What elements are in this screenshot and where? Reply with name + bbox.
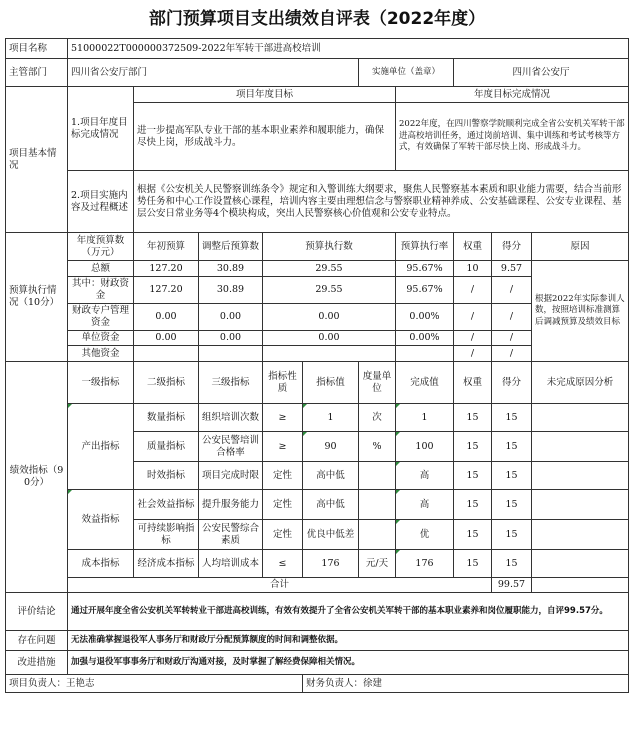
budget-adjusted: 0.00	[199, 331, 263, 346]
budget-execution-label: 预算执行情况（10分）	[6, 233, 68, 362]
indicator-unit: %	[359, 432, 396, 462]
measure-label: 改进措施	[6, 651, 68, 675]
budget-row-name: 其他资金	[68, 346, 134, 362]
budget-initial: 127.20	[134, 261, 199, 277]
annual-goal-header: 项目年度目标	[134, 87, 396, 103]
indicator-done: 176	[396, 550, 454, 578]
measure-row	[6, 651, 629, 675]
budget-row	[6, 261, 629, 277]
budget-rate: 0.00%	[396, 331, 454, 346]
indicator-weight: 15	[454, 432, 492, 462]
perf-header-score: 得分	[492, 362, 532, 404]
budget-weight: /	[454, 277, 492, 304]
indicator-unit: 次	[359, 404, 396, 432]
budget-reason: 根据2022年实际参训人数，按照培训标准测算后调减预算及绩效目标	[532, 261, 629, 362]
implementing-unit-label: 实施单位（盖章）	[359, 59, 454, 87]
indicator-reason	[532, 550, 629, 578]
indicator-level2: 可持续影响指标	[134, 520, 199, 550]
indicator-level3: 项目完成时限	[199, 462, 263, 490]
indicator-done: 优	[396, 520, 454, 550]
indicator-unit	[359, 520, 396, 550]
indicator-nature: ≤	[263, 550, 303, 578]
goal-done-text: 2022年度，在四川警察学院顺利完成全省公安机关军转干部进高校培训任务，通过岗前培训、集中训练和考试考核等方式，有效确保了军转干部尽快上岗、形成战斗力。	[396, 103, 629, 171]
indicator-done: 100	[396, 432, 454, 462]
project-name-value: 51000022T000000372509-2022年军转干部进高校培训	[68, 39, 629, 59]
budget-score: /	[492, 346, 532, 362]
measure-text: 加强与退役军事事务厅和财政厅沟通对接，及时掌握了解经费保障相关情况。	[68, 651, 629, 675]
indicator-level2: 时效指标	[134, 462, 199, 490]
indicator-level3: 提升服务能力	[199, 490, 263, 520]
indicator-weight: 15	[454, 490, 492, 520]
total-row	[6, 578, 629, 593]
budget-initial	[134, 346, 199, 362]
perf-header-nature: 指标性质	[263, 362, 303, 404]
indicator-value: 1	[303, 404, 359, 432]
budget-executed: 29.55	[263, 277, 396, 304]
perf-header-done: 完成值	[396, 362, 454, 404]
budget-row-name: 总额	[68, 261, 134, 277]
project-name-row	[6, 39, 629, 59]
budget-adjusted: 0.00	[199, 304, 263, 331]
indicator-value: 优良中低差	[303, 520, 359, 550]
indicator-nature: ≥	[263, 432, 303, 462]
department-row	[6, 59, 629, 87]
perf-row	[6, 404, 629, 432]
annual-goal-text: 进一步提高军队专业干部的基本职业素养和履职能力，确保尽快上岗，形成战斗力。	[134, 103, 396, 171]
indicator-unit	[359, 462, 396, 490]
project-name-label: 项目名称	[6, 39, 68, 59]
indicator-level3: 公安民警培训合格率	[199, 432, 263, 462]
budget-score: /	[492, 304, 532, 331]
indicator-reason	[532, 520, 629, 550]
implementation-text: 根据《公安机关人民警察训练条令》规定和入警训练大纲要求，聚焦人民警察基本素质和职业能力需要，结合当前形势任务和中心工作设置核心课程，培训内容主要由理想信念与警察职业精神养成、公安基础课程、公安专业课程、基层公安日常业务等4个模块构成，突出人民警察核心价值观和公安专业特点。	[134, 171, 629, 233]
conclusion-row	[6, 593, 629, 631]
budget-rate: 95.67%	[396, 277, 454, 304]
perf-row	[6, 550, 629, 578]
indicator-reason	[532, 490, 629, 520]
indicator-unit	[359, 490, 396, 520]
implementation-label: 2.项目实施内容及过程概述	[68, 171, 134, 233]
indicator-done: 1	[396, 404, 454, 432]
problem-row	[6, 631, 629, 651]
budget-initial: 0.00	[134, 331, 199, 346]
budget-score: 9.57	[492, 261, 532, 277]
budget-score: /	[492, 331, 532, 346]
budget-header-score: 得分	[492, 233, 532, 261]
budget-header-annual: 年度预算数（万元）	[68, 233, 134, 261]
budget-rate	[396, 346, 454, 362]
budget-initial: 0.00	[134, 304, 199, 331]
indicator-level3: 人均培训成本	[199, 550, 263, 578]
perf-header-level2: 二级指标	[134, 362, 199, 404]
indicator-level3: 组织培训次数	[199, 404, 263, 432]
perf-header-reason: 未完成原因分析	[532, 362, 629, 404]
signature-row	[6, 675, 629, 693]
indicator-reason	[532, 462, 629, 490]
basic-situation-label: 项目基本情况	[6, 87, 68, 233]
indicator-level2: 经济成本指标	[134, 550, 199, 578]
budget-weight: /	[454, 304, 492, 331]
budget-header-rate: 预算执行率	[396, 233, 454, 261]
budget-executed	[263, 346, 396, 362]
indicator-score: 15	[492, 462, 532, 490]
project-leader: 项目负责人：王艳志	[6, 675, 303, 693]
indicator-nature: 定性	[263, 490, 303, 520]
implementing-unit-value: 四川省公安厅	[454, 59, 629, 87]
indicator-reason	[532, 404, 629, 432]
total-label: 合计	[68, 578, 492, 593]
indicator-done: 高	[396, 490, 454, 520]
goal-header-row	[6, 87, 629, 103]
conclusion-label: 评价结论	[6, 593, 68, 631]
budget-adjusted: 30.89	[199, 261, 263, 277]
budget-weight: /	[454, 346, 492, 362]
indicator-score: 15	[492, 550, 532, 578]
budget-header-weight: 权重	[454, 233, 492, 261]
indicator-score: 15	[492, 520, 532, 550]
indicator-score: 15	[492, 490, 532, 520]
indicator-nature: ≥	[263, 404, 303, 432]
perf-row	[6, 490, 629, 520]
budget-executed: 0.00	[263, 304, 396, 331]
budget-row-name: 其中：财政资金	[68, 277, 134, 304]
budget-header-initial: 年初预算	[134, 233, 199, 261]
goal-done-header: 年度目标完成情况	[396, 87, 629, 103]
indicator-reason	[532, 432, 629, 462]
budget-header-row	[6, 233, 629, 261]
indicator-weight: 15	[454, 404, 492, 432]
budget-rate: 95.67%	[396, 261, 454, 277]
indicator-score: 15	[492, 404, 532, 432]
budget-header-reason: 原因	[532, 233, 629, 261]
perf-header-weight: 权重	[454, 362, 492, 404]
department-label: 主管部门	[6, 59, 68, 87]
total-score: 99.57	[492, 578, 532, 593]
indicator-score: 15	[492, 432, 532, 462]
budget-rate: 0.00%	[396, 304, 454, 331]
indicator-done: 高	[396, 462, 454, 490]
evaluation-table	[5, 38, 629, 693]
perf-header-value: 指标值	[303, 362, 359, 404]
budget-row-name: 单位资金	[68, 331, 134, 346]
problem-text: 无法准确掌握退役军人事务厅和财政厅分配预算额度的时间和调整依据。	[68, 631, 629, 651]
output-indicator-label: 产出指标	[68, 404, 134, 490]
page-title: 部门预算项目支出绩效自评表（2022年度）	[148, 9, 486, 29]
perf-header-row	[6, 362, 629, 404]
indicator-level2: 质量指标	[134, 432, 199, 462]
indicator-value: 176	[303, 550, 359, 578]
budget-score: /	[492, 277, 532, 304]
budget-executed: 0.00	[263, 331, 396, 346]
finance-leader: 财务负责人：徐建	[303, 675, 629, 693]
perf-header-unit: 度量单位	[359, 362, 396, 404]
goal-completion-label: 1.项目年度目标完成情况	[68, 87, 134, 171]
budget-executed: 29.55	[263, 261, 396, 277]
implementation-row	[6, 171, 629, 233]
budget-initial: 127.20	[134, 277, 199, 304]
indicator-unit: 元/天	[359, 550, 396, 578]
perf-header-level3: 三级指标	[199, 362, 263, 404]
cost-indicator-label: 成本指标	[68, 550, 134, 578]
budget-row-name: 财政专户管理资金	[68, 304, 134, 331]
indicator-weight: 15	[454, 462, 492, 490]
indicator-value: 高中低	[303, 462, 359, 490]
perf-indicators-label: 绩效指标（90分）	[6, 362, 68, 593]
problem-label: 存在问题	[6, 631, 68, 651]
total-reason	[532, 578, 629, 593]
indicator-level3: 公安民警综合素质	[199, 520, 263, 550]
budget-adjusted: 30.89	[199, 277, 263, 304]
budget-weight: 10	[454, 261, 492, 277]
indicator-weight: 15	[454, 520, 492, 550]
budget-weight: /	[454, 331, 492, 346]
conclusion-text: 通过开展年度全省公安机关军转转业干部进高校训练，有效有效提升了全省公安机关军转干部的基本职业素养和岗位履职能力，自评99.57分。	[68, 593, 629, 631]
indicator-level2: 数量指标	[134, 404, 199, 432]
indicator-nature: 定性	[263, 462, 303, 490]
budget-adjusted	[199, 346, 263, 362]
indicator-weight: 15	[454, 550, 492, 578]
department-value: 四川省公安厅部门	[68, 59, 359, 87]
indicator-value: 90	[303, 432, 359, 462]
perf-header-level1: 一级指标	[68, 362, 134, 404]
indicator-level2: 社会效益指标	[134, 490, 199, 520]
budget-header-executed: 预算执行数	[263, 233, 396, 261]
indicator-value: 高中低	[303, 490, 359, 520]
indicator-nature: 定性	[263, 520, 303, 550]
budget-header-adjusted: 调整后预算数	[199, 233, 263, 261]
benefit-indicator-label: 效益指标	[68, 490, 134, 550]
